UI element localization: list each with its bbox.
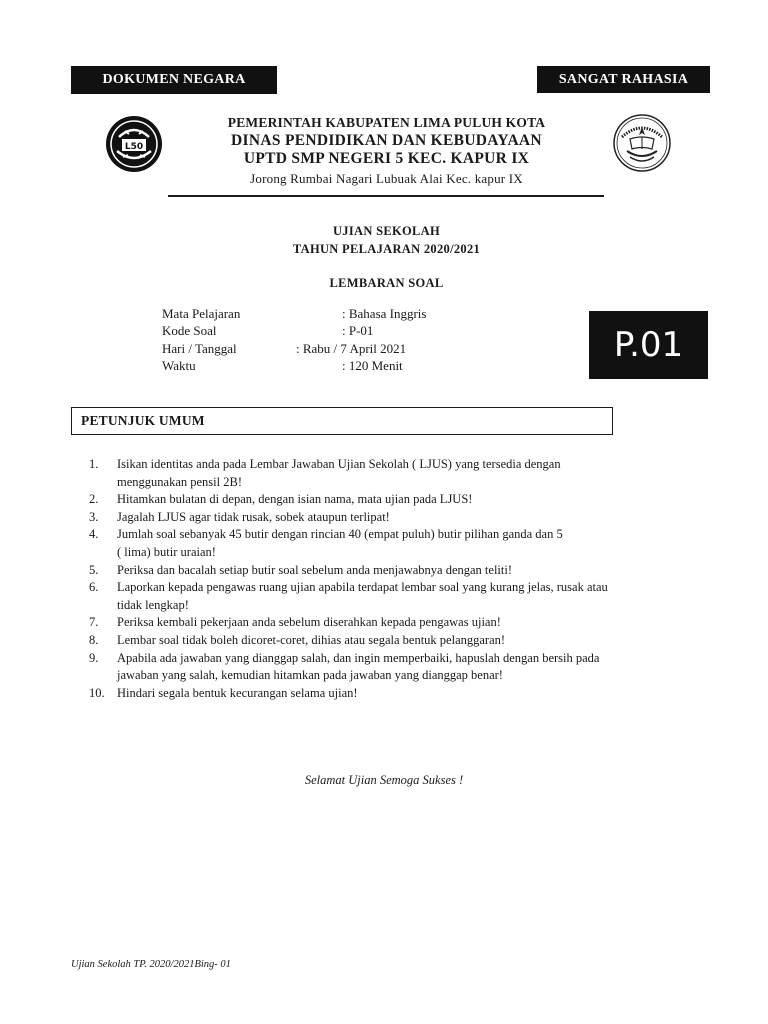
- exam-title: UJIAN SEKOLAH: [332, 224, 441, 238]
- item-text: Hindari segala bentuk kecurangan selama ujian!: [117, 685, 358, 700]
- sangat-rahasia-label: SANGAT RAHASIA: [537, 66, 710, 93]
- item-text: Jumlah soal sebanyak 45 butir dengan rincian 40 (empat puluh) butir pilihan ganda dan 5: [117, 527, 563, 542]
- header-address: Jorong Rumbai Nagari Lubuak Alai Kec. kapur IX: [250, 171, 523, 186]
- item-text: Hitamkan bulatan di depan, dengan isian nama, mata ujian pada LJUS!: [117, 492, 473, 507]
- info-value: : 120 Menit: [342, 358, 403, 373]
- item-text-cont: jawaban yang salah, kemudian hitamkan pada jawaban yang dianggap benar!: [117, 668, 503, 683]
- item-text: Periksa kembali pekerjaan anda sebelum diserahkan kepada pengawas ujian!: [117, 615, 501, 630]
- page-footer: Ujian Sekolah TP. 2020/2021Bing- 01: [71, 959, 231, 970]
- list-item: [89, 685, 719, 703]
- tut-wuri-handayani-emblem-icon: [612, 113, 672, 173]
- list-item: [89, 650, 719, 685]
- sheet-title: LEMBARAN SOAL: [329, 276, 444, 290]
- list-item: [89, 614, 719, 632]
- item-text: Lembar soal tidak boleh dicoret-coret, dihias atau segala bentuk pelanggaran!: [117, 632, 506, 647]
- item-text-cont: ( lima) butir uraian!: [117, 544, 216, 559]
- item-number: 1.: [89, 457, 99, 471]
- info-label: Mata Pelajaran: [162, 306, 241, 321]
- item-number: 8.: [89, 632, 99, 647]
- dokumen-negara-label: DOKUMEN NEGARA: [71, 66, 277, 94]
- item-number: 10.: [89, 685, 105, 700]
- info-value: : Bahasa Inggris: [342, 306, 427, 321]
- item-text: Periksa dan bacalah setiap butir soal sebelum anda menjawabnya dengan teliti!: [117, 562, 513, 577]
- item-number: 9.: [89, 650, 99, 665]
- item-text: Jagalah LJUS agar tidak rusak, sobek ataupun terlipat!: [117, 509, 390, 524]
- lima-puluh-kota-emblem-icon: [105, 115, 163, 173]
- header-department: DINAS PENDIDIKAN DAN KEBUDAYAAN: [231, 132, 542, 149]
- item-number: 3.: [89, 509, 99, 524]
- item-number: 5.: [89, 562, 99, 577]
- item-number: 2.: [89, 492, 99, 507]
- instructions-heading: PETUNJUK UMUM: [71, 407, 613, 435]
- item-text-cont: menggunakan pensil 2B!: [117, 474, 242, 489]
- list-item: [89, 526, 719, 561]
- info-label: Hari / Tanggal: [162, 341, 237, 356]
- info-label: Kode Soal: [162, 323, 217, 338]
- item-text: Laporkan kepada pengawas ruang ujian apabila terdapat lembar soal yang kurang jelas, rusak atau: [117, 580, 608, 595]
- info-label: Waktu: [162, 358, 196, 373]
- item-text-cont: tidak lengkap!: [117, 597, 189, 612]
- header-school: UPTD SMP NEGERI 5 KEC. KAPUR IX: [243, 150, 530, 167]
- list-item: [89, 579, 719, 614]
- list-item: [89, 509, 719, 527]
- list-item: [89, 632, 719, 650]
- header-divider: [168, 195, 604, 197]
- closing-message: Selamat Ujian Semoga Sukses !: [304, 773, 464, 787]
- item-number: 7.: [89, 615, 99, 630]
- info-value: : Rabu / 7 April 2021: [296, 341, 407, 356]
- emblem-text: L50: [124, 142, 144, 152]
- list-item: [89, 456, 719, 491]
- item-number: 6.: [89, 580, 99, 595]
- instructions-list: [89, 456, 719, 702]
- item-text: Isikan identitas anda pada Lembar Jawaban Ujian Sekolah ( LJUS) yang tersedia dengan: [117, 457, 561, 471]
- item-text: Apabila ada jawaban yang dianggap salah, dan ingin memperbaiki, hapuslah dengan bersih pada: [117, 650, 600, 665]
- list-item: [89, 562, 719, 580]
- info-value: : P-01: [342, 323, 374, 338]
- question-code-badge: P.01: [589, 311, 708, 379]
- header-government: PEMERINTAH KABUPATEN LIMA PULUH KOTA: [227, 115, 546, 130]
- academic-year: TAHUN PELAJARAN 2020/2021: [292, 242, 481, 256]
- item-number: 4.: [89, 527, 99, 542]
- list-item: [89, 491, 719, 509]
